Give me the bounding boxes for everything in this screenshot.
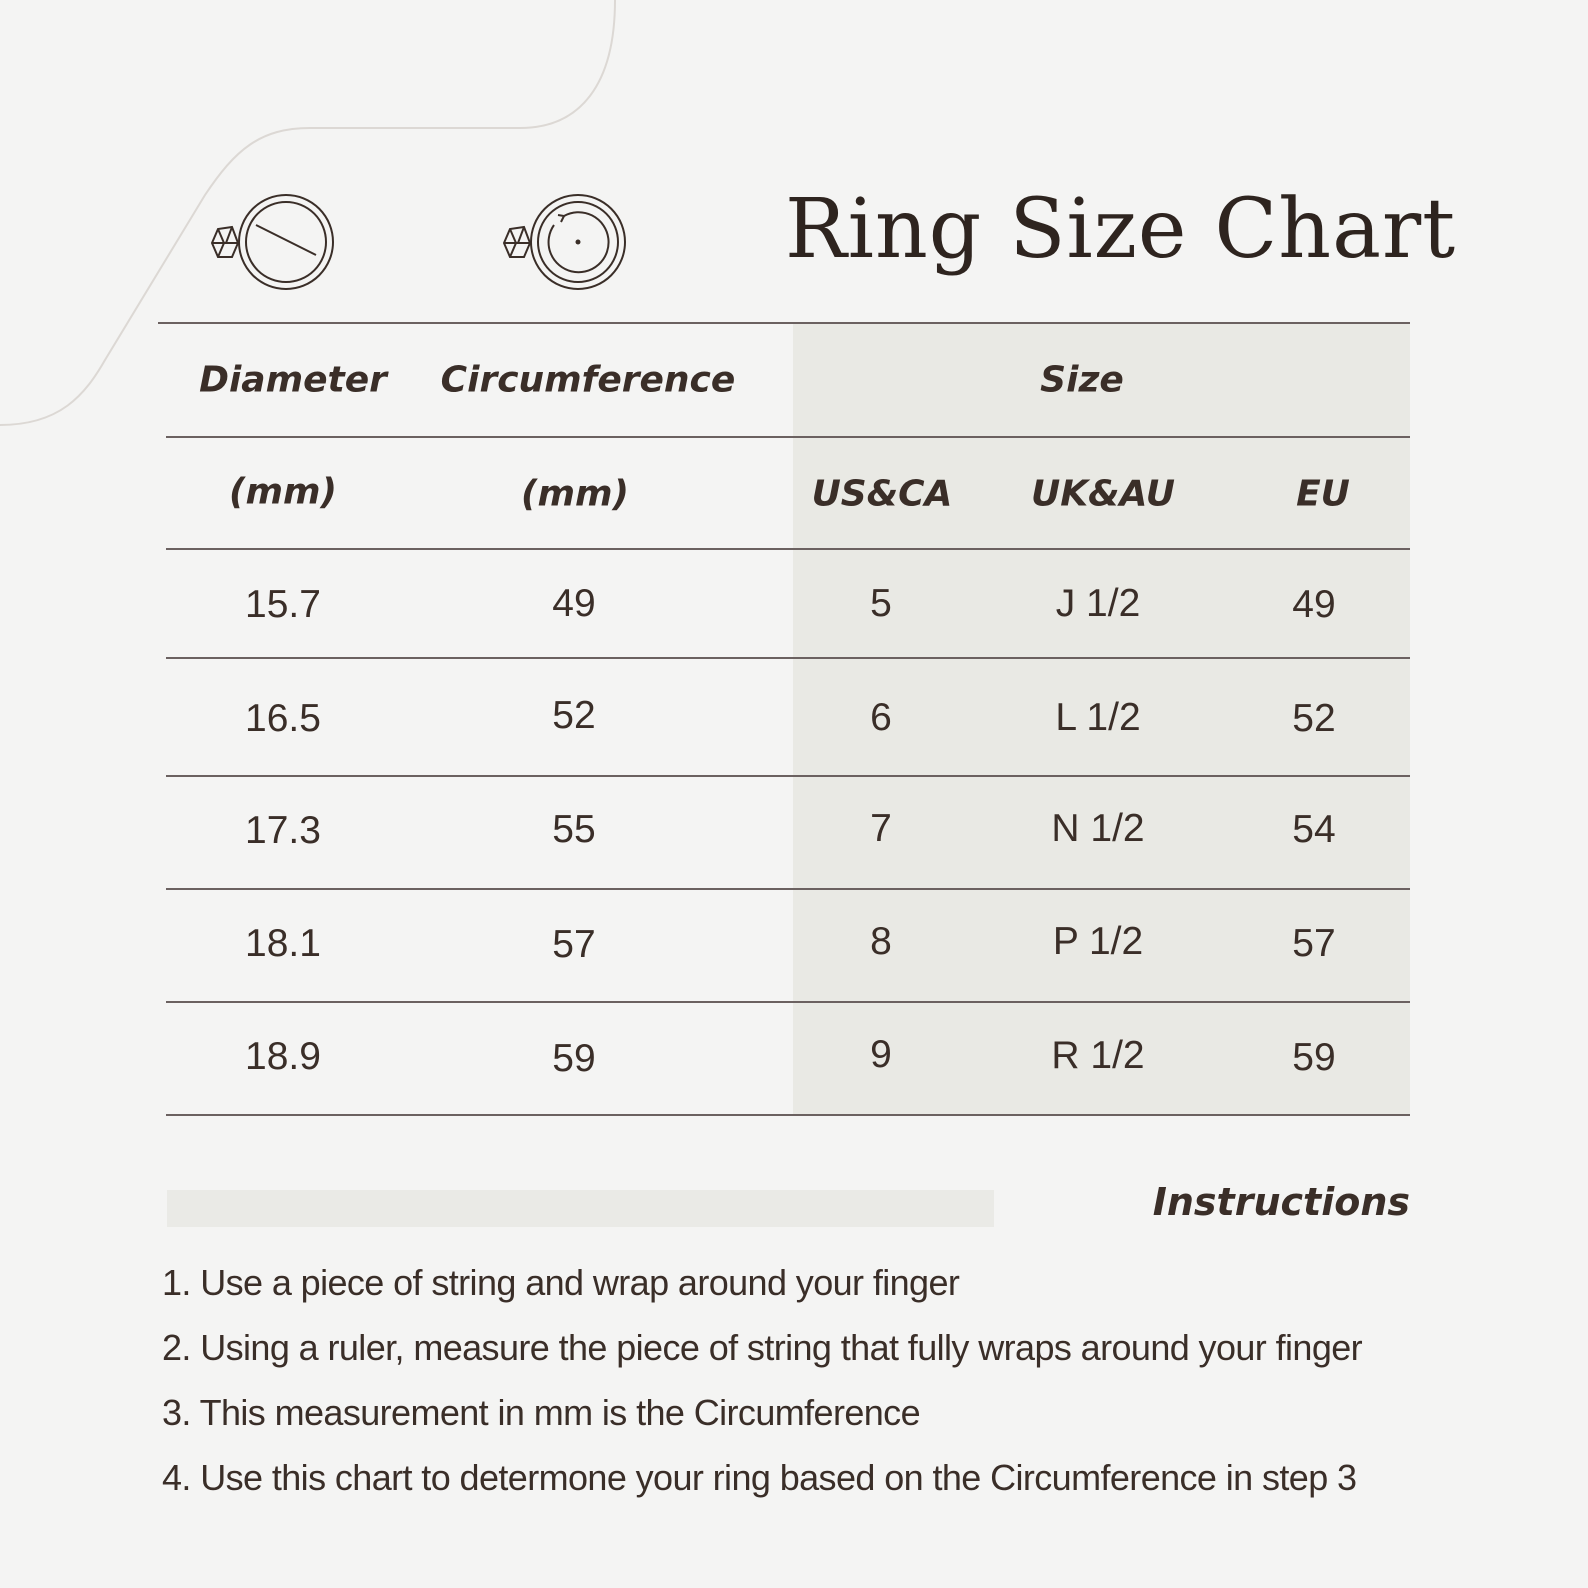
table-bottom-rule (166, 1114, 1410, 1116)
circumference-cell: 49 (552, 582, 596, 625)
header-size: Size (1040, 359, 1124, 401)
instructions-divider-bar (167, 1190, 994, 1227)
header-circumference-unit: (mm) (521, 473, 629, 515)
diameter-cell: 15.7 (245, 583, 321, 626)
diameter-cell: 16.5 (245, 697, 321, 740)
header-diameter: Diameter (199, 359, 387, 401)
eu-cell: 59 (1292, 1036, 1336, 1079)
circumference-cell: 55 (552, 808, 596, 851)
uk-au-cell: P 1/2 (1052, 920, 1144, 963)
table-rule (166, 1001, 1410, 1003)
us-ca-cell: 9 (870, 1033, 892, 1076)
table-rule (166, 775, 1410, 777)
instruction-step: 3. This measurement in mm is the Circumference (162, 1392, 921, 1433)
header-diameter-unit: (mm) (229, 471, 337, 513)
header-us-ca: US&CA (811, 473, 953, 515)
table-rule (166, 657, 1410, 659)
table-rule (166, 436, 1410, 438)
instruction-step: 2. Using a ruler, measure the piece of string that fully wraps around your finger (162, 1327, 1363, 1368)
ring-diameter-icon (210, 193, 340, 293)
eu-cell: 49 (1292, 583, 1336, 626)
instructions-title: Instructions (1152, 1180, 1410, 1224)
uk-au-cell: J 1/2 (1055, 582, 1141, 625)
us-ca-cell: 6 (870, 696, 892, 739)
header-eu: EU (1296, 473, 1350, 515)
page-title: Ring Size Chart (785, 182, 1457, 277)
diameter-cell: 17.3 (245, 809, 321, 852)
diameter-cell: 18.1 (245, 922, 321, 965)
ring-circumference-icon (502, 193, 632, 293)
header-circumference: Circumference (440, 359, 736, 401)
eu-cell: 57 (1292, 922, 1336, 965)
us-ca-cell: 8 (870, 920, 892, 963)
eu-cell: 52 (1292, 697, 1336, 740)
eu-cell: 54 (1292, 808, 1336, 851)
circumference-cell: 59 (552, 1037, 596, 1080)
uk-au-cell: R 1/2 (1051, 1034, 1145, 1077)
header-uk-au: UK&AU (1031, 473, 1175, 515)
circumference-cell: 52 (552, 694, 596, 737)
diameter-cell: 18.9 (245, 1035, 321, 1078)
instruction-step: 1. Use a piece of string and wrap around your finger (162, 1262, 960, 1303)
uk-au-cell: L 1/2 (1055, 696, 1141, 739)
table-rule (166, 548, 1410, 550)
us-ca-cell: 7 (870, 807, 892, 850)
us-ca-cell: 5 (870, 582, 892, 625)
instructions-list (162, 1258, 1362, 1518)
instruction-step: 4. Use this chart to determone your ring based on the Circumference in step 3 (162, 1457, 1357, 1498)
table-rule (166, 888, 1410, 890)
table-top-rule (158, 322, 1410, 324)
circumference-cell: 57 (552, 923, 596, 966)
uk-au-cell: N 1/2 (1051, 807, 1145, 850)
